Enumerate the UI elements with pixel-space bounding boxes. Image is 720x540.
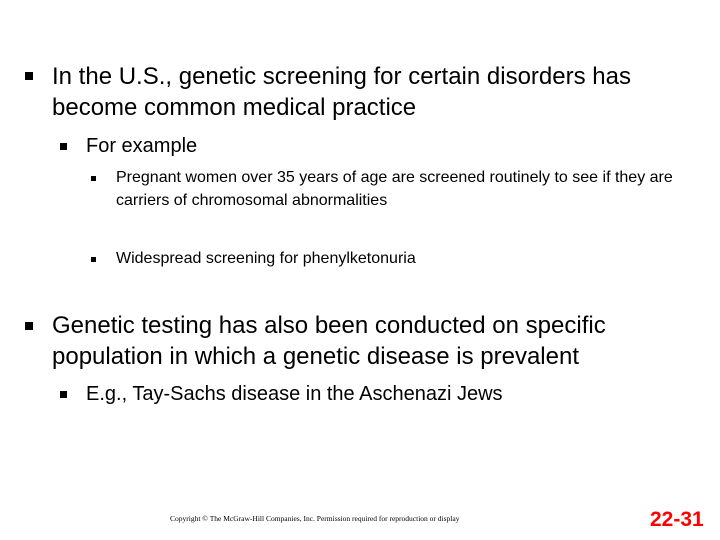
bullet-square-icon [25, 72, 33, 80]
bullet-text: Genetic testing has also been conducted on specific population in which a genetic disease is prevalent [52, 312, 606, 370]
bullet-square-icon [25, 322, 33, 330]
bullet-square-icon [91, 257, 96, 262]
bullet-text: Pregnant women over 35 years of age are screened routinely to see if they are carriers of chromosomal abnormalities [116, 169, 673, 209]
bullet-text: In the U.S., genetic screening for certain disorders has become common medical practice [52, 63, 631, 121]
bullet-text: For example [86, 135, 198, 157]
bullet-square-icon [60, 143, 67, 150]
bullet-text: Widespread screening for phenylketonuria [116, 250, 416, 267]
bullet-square-icon [60, 391, 67, 398]
copyright-notice: Copyright © The McGraw-Hill Companies, Inc. Permission required for reproduction or display [170, 514, 460, 523]
slide-number: 22-31 [650, 508, 704, 531]
bullet-square-icon [91, 176, 96, 181]
bullet-text: E.g., Tay-Sachs disease in the Aschenazi Jews [86, 383, 503, 405]
